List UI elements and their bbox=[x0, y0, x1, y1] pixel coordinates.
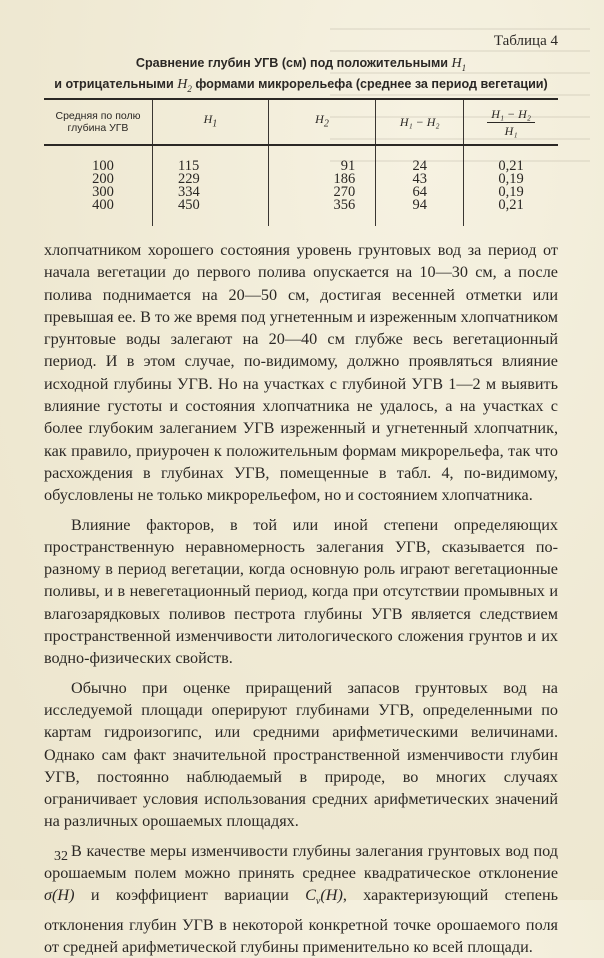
cell-diff: 24 bbox=[376, 145, 464, 173]
caption-text: формами микрорельефа (среднее за период вегетации) bbox=[195, 76, 548, 91]
symbol-cv-h: $C_v(H)$ bbox=[305, 886, 343, 908]
table-row bbox=[44, 173, 558, 186]
caption-line-1 bbox=[44, 55, 558, 76]
cell-h2: 91 bbox=[268, 145, 375, 173]
cell-diff: 43 bbox=[376, 173, 464, 186]
table-row bbox=[44, 145, 558, 173]
caption-text: и отрицательными bbox=[54, 76, 174, 91]
cell-depth: 300 bbox=[92, 184, 114, 200]
fraction: $\frac{\text{H₁ − H₂}}{\text{H₁}}$ bbox=[487, 108, 535, 137]
header-h2: $H_2$ bbox=[268, 99, 375, 145]
cell-ratio: 0,19 bbox=[464, 173, 558, 186]
cell-h1: 115 bbox=[153, 145, 269, 173]
symbol-h1: $H_1$ bbox=[451, 56, 467, 73]
table-caption bbox=[44, 55, 558, 97]
caption-text: Сравнение глубин УГВ (см) под положительными bbox=[135, 56, 449, 70]
cell-ratio: 0,21 bbox=[464, 199, 558, 226]
cell-depth: 100 bbox=[92, 158, 114, 174]
cell-ratio: 0,21 bbox=[464, 145, 558, 173]
page-number: 32 bbox=[54, 849, 68, 864]
header-ratio bbox=[464, 99, 558, 145]
cell-depth: 400 bbox=[92, 197, 114, 213]
paragraph-3: Обычно при оценке приращений запасов грунтовых вод на исследуемой площади оперируют глубинами УГВ, определенными по картам гидроизогипс, или средними арифметическими величинами. Однако сам факт значительной пространственной изменчивости глубин УГВ, постоянно наблюдаемый в природе, во многих случаях ограничивает условия использования средних арифметических значений на различных орошаемых площадях. bbox=[44, 678, 558, 831]
depth-comparison-table bbox=[44, 98, 558, 226]
header-mean-depth: Средняя по полю глубина УГВ bbox=[44, 99, 153, 145]
header-h1: $H_1$ bbox=[153, 99, 269, 145]
paragraph-2: Влияние факторов, в той или иной степени определяющих пространственную неравномерность залегания УГВ, сказывается по-разному в период вегетации, когда основную роль играют вегетационные поливы, и в невегетационный период, когда при отсутствии промывных и влагозарядковых поливов пестрота глубины УГВ является следствием пространственной изменчивости литологического сложения грунтов и их водно-физических свойств. bbox=[44, 515, 558, 668]
cell-h2: 186 bbox=[268, 173, 375, 186]
cell-diff: 64 bbox=[376, 186, 464, 199]
cell-h2: 270 bbox=[268, 186, 375, 199]
cell-h1: 450 bbox=[153, 199, 269, 226]
table-row bbox=[44, 199, 558, 226]
cell-diff: 94 bbox=[376, 199, 464, 226]
paragraph-1: хлопчатником хорошего состояния уровень грунтовых вод за период от начала вегетации до первого полива опускается на 10—30 см, а после полива поднимается на 20—50 см, достигая весенней отметки или превышая ее. В то же время под угнетенным и изреженным хлопчатником грунтовые воды залегают на 20—40 см глубже весь вегетационный период. И в этом случае, по-видимому, должно проявляться влияние исходной глубины УГВ. Но на участках с глубиной УГВ 1—2 м выявить влияние густоты и состояния хлопчатника не удалось, а на участках с более глубоким залеганием УГВ изреженный и угнетенный хлопчатник, как правило, приурочен к положительным формам микрорельефа, так что расхождения в глубинах УГВ, помещенные в табл. 4, по-видимому, обусловлены не только микрорельефом, но и состоянием хлопчатника. bbox=[44, 241, 558, 505]
caption-line-2 bbox=[44, 76, 558, 97]
paragraph-4: В качестве меры изменчивости глубины залегания грунтовых вод под орошаемым полем можно принять среднее квадратическое отклонение σ(H) и коэффициент вариации $C_v(H)$, характеризующий степень отклонения глубин УГВ в некоторой конкретной точке орошаемого поля от средней арифметической глубины применительно ко всей площади. bbox=[44, 841, 558, 957]
cell-depth: 200 bbox=[92, 171, 114, 187]
body-text bbox=[44, 239, 558, 958]
table-label: Таблица 4 bbox=[493, 33, 558, 49]
cell-ratio: 0,19 bbox=[464, 186, 558, 199]
table-header-row bbox=[44, 99, 558, 145]
header-difference: H₁ − H₂ bbox=[376, 99, 464, 145]
cell-h1: 334 bbox=[153, 186, 269, 199]
symbol-sigma-h: σ(H) bbox=[44, 886, 75, 905]
cell-h2: 356 bbox=[268, 199, 375, 226]
table-row bbox=[44, 186, 558, 199]
symbol-h2: $H_2$ bbox=[177, 76, 192, 94]
cell-h1: 229 bbox=[153, 173, 269, 186]
